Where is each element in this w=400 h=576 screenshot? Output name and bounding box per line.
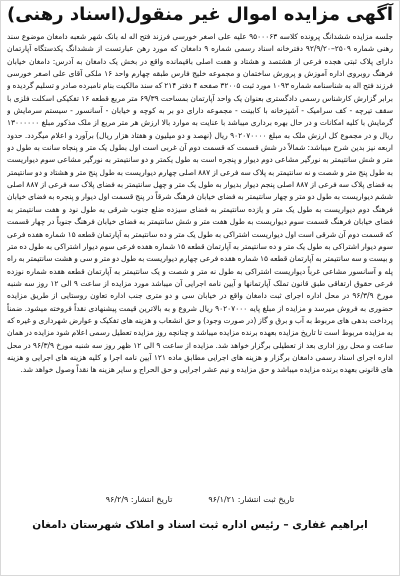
registration-date: تاریخ ثبت انتشار: ۹۶/۱/۲۱ [208,495,295,504]
notice-title: آگهی مزایده اموال غیر منقول(اسناد رهنی) [6,4,393,25]
notice-dates [7,493,393,507]
publication-date: تاریخ انتشار: ۹۶/۲/۹ [105,495,173,504]
notice-body: جلسه مزایده ششدانگ پرونده کلاسه ۹۵۰۰۰۶۳ علیه علی اصغر خورسی فرزند فتح اله له بانک شهر شعبه دامغان موضوع سند رهنی شماره ۲۵۰۹–۹۲/۹/۲۰ دفترخانه اسناد رسمی شماره ۹ دامغان که مورد رهن عبارتست از ششدانگ یکدستگاه آپارتمان دارای پلاک ثبتی هجده فرعی از هشتصد و هشتاد و هفت اصلی باقیمانده واقع در بخش یک دامغان به آدرس: دامغان خیابان فرهنگ روبروی اداره آموزش و پرورش ساختمان و مجموعه خلیج فارس طبقه چهارم واحد ۱۶ ملکی آقای علی اصغر خورسی فرزند فتح اله به شناسنامه شماره ۱۰۹۳ مورد ثبت ۳۲۰۰۵ صفحه ۴ دفتر ۲۱۴ که سند مالکیت بنام نامبرده صادر و تسلیم گردیده و برابر گزارش کارشناس رسمی دادگستری بعنوان یک واحد آپارتمان بمساحت ۶۹/۳۹ متر مربع قطعه ۱۶ تفکیکی اسکلت فلزی با سقف تیرچه - کف سرامیک - آشپزخانه با کابینت - مجموعه دارای دو بر به کوچه و خیابان - آسانسور - سیستم سرمایش و گرمایش با کلیه امکانات و در حال بهره برداری میباشد با عنایت به موارد بالا ارزش هر متر مربع از ملک مذکور مبلغ ۱۳۰۰۰۰۰۰ ریال و در مجموع کل ارزش ملک به مبلغ ۹۰۲۰۷۰۰۰۰ ریال (نهصد و دو میلیون و هفتاد هزار ریال) برآورد و اعلام میگردد. حدود اربعه نیز بدین شرح میباشد: شمالاً در شش قسمت که قسمت دوم آن غربی است اول بطول یک متر و پنجاه سانت به طول دو متر و شش سانتیمتر به نورگیر مشاعی دوم دیوار و پنجره است به طول یکمتر و دو سانتیمتر به نورگیر مشاعی سوم دیواریست به طول پنج متر و شصت و نه سانتیمتر به پلاک سه فرعی از ۸۸۷ اصلی چهارم دیواریست به طول پنج متر و هشتاد و دو سانتیمتر به فضای پلاک سه فرعی از ۸۸۷ اصلی پنجم دیوار بدیوار به طول یک متر و چهل سانتیمتر به فضای پلاک سه فرعی از ۸۸۷ اصلی ششم دیواریست به طول دو متر و چهار سانتیمتر به فضای خیابان فرهنگ شرقاً در پنج قسمت اول دیوار و پنجره به فضای خیابان فرهنگ دوم دیواریست به طول یک متر و یازده سانتیمتر به فضای سیزده ضلع جنوب شرقی به طول نود و هفت سانتیمتر به فضای خیابان فرهنگ قسمت سوم دیواریست به طول هفت متر و شش سانتیمتر به فضای خیابان فرهنگ جنوباً در چهار قسمت که قسمت دوم آن شرقی است اول دیواریست اشتراکی به طول یک متر و ده سانتیمتر به آپارتمان قطعه ۱۵ شماره هفده فرعی سوم دیوار اشتراکی به طول یک متر و ده سانتیمتر به آپارتمان قطعه ۱۵ شماره هفده فرعی سوم دیوار اشتراکی به طول ده متر و بیست و سه سانتیمتر به آپارتمان قطعه ۱۵ شماره هفده فرعی چهارم دیواریست به طول دو متر و سی و هشت سانتیمتر به راه پله و آسانسور مشاعی غرباً دیواریست اشتراکی به طول نه متر و شصت و یک سانتیمتر به آپارتمان قطعه هفده شماره نوزده فرعی حقوق ارتفاقی طبق قانون تملک آپارتمانها و آیین نامه اجرایی آن میباشد مورد مزایده از ساعت ۹ الی ۱۲ روز سه شنبه مورخ ۹۶/۳/۹ در محل اداره اجرای ثبت دامغان واقع در خیابان سی و دو متری جنب اداره تعاون روستایی از طریق مزایده حضوری به فروش میرسد و مزایده از مبلغ پایه ۹۰۲۰۷۰۰۰ ریال شروع و به بالاترین قیمت پیشنهادی نقداً فروخته میشود. ضمناً پرداخت بدهی های مربوط به آب و برق و گاز (در صورت وجود) و حق انشعاب و هزینه های تفکیک و عوارض شهرداری و غیره که به مزایده مربوط است تا تاریخ مزایده بعهده برنده مزایده میباشد و چنانچه روز مزایده تعطیل رسمی اعلام شود مزایده در همان ساعت و محل روز اداری بعد از تعطیلی برگزار خواهد شد. مزایده از ساعت ۹ الی ۱۲ ظهر روز سه شنبه مورخ ۹۶/۳/۹ در محل اداره اجرای اسناد رسمی دامغان برگزار و هزینه های اجرایی مطابق ماده ۱۲۱ آیین نامه اجرا و کلیه هزینه های اجرایی و هزینه های قانونی بعهده برنده مزایده میباشد و حق مزایده و نیم عشر اجرایی و حق الحراج و سایر هزینه ها نقداً وصول خواهد شد. [7,32,393,375]
notice-signature: ابراهیم غفاری – رئیس اداره ثبت اسناد و املاک شهرستان دامغان [32,519,368,531]
